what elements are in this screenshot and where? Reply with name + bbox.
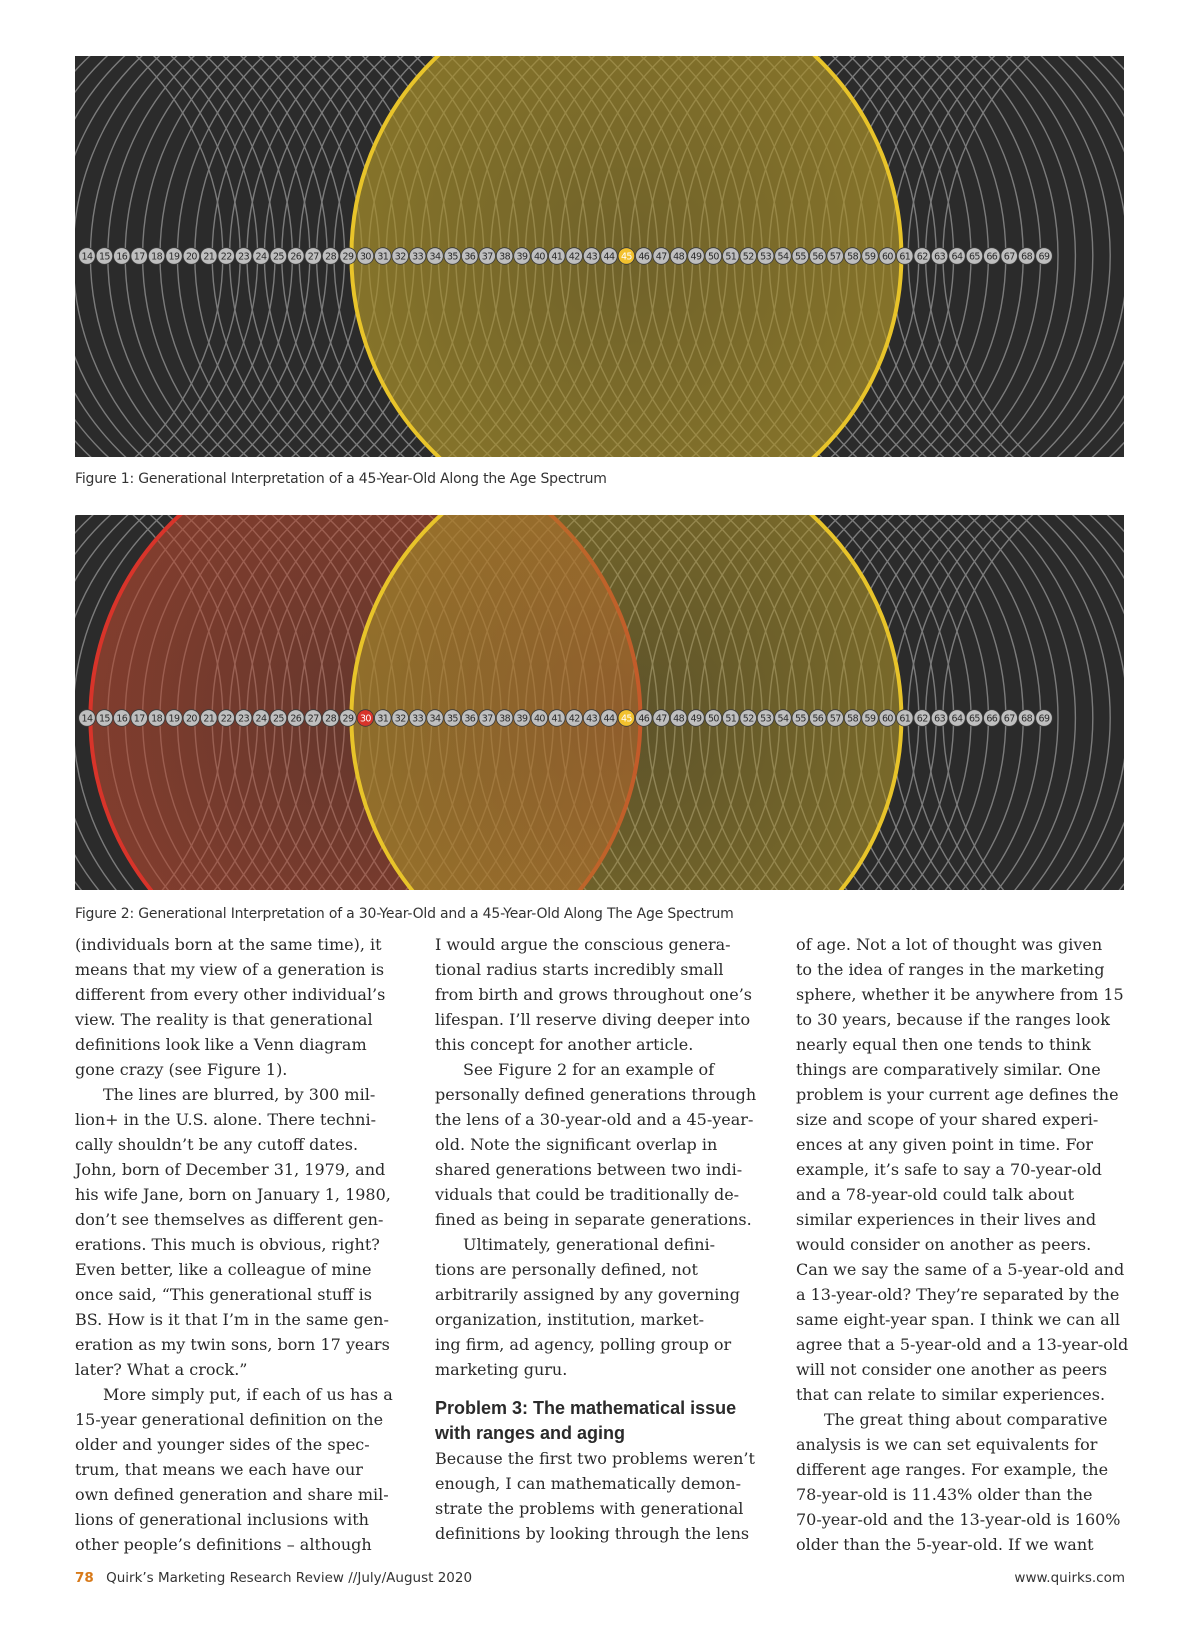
article-column-3 [796,932,1128,1557]
age-label: 60 [881,251,893,263]
age-label: 21 [203,713,215,725]
age-label: 23 [238,251,250,263]
text-line: 15-year generational definition on the [75,1410,384,1429]
age-label: 18 [151,251,163,263]
text-line: BS. How is it that I’m in the same gen- [75,1310,389,1329]
age-label: 17 [133,713,145,725]
age-label: 59 [864,251,876,263]
age-label: 25 [272,713,284,725]
figure-2-age-spectrum [75,515,1124,890]
age-label: 38 [499,251,511,263]
age-label: 66 [986,713,998,725]
age-label: 19 [168,713,180,725]
text-line: fined as being in separate generations. [435,1210,752,1229]
age-label: 15 [98,251,110,263]
age-label: 23 [238,713,250,725]
age-label: 33 [412,713,424,725]
paragraph-gap [435,1382,775,1396]
age-label: 55 [794,251,806,263]
age-label: 29 [342,251,354,263]
figure-1-graphic [75,56,1124,457]
age-label: 26 [290,713,302,725]
age-label: 22 [220,251,232,263]
text-line: would consider on another as peers. [796,1235,1092,1254]
text-line: of age. Not a lot of thought was given [796,935,1103,954]
text-line: erations. This much is obvious, right? [75,1235,380,1254]
age-label: 64 [951,251,963,263]
age-label: 54 [777,713,789,725]
text-line: analysis is we can set equivalents for [796,1435,1098,1454]
text-line: ences at any given point in time. For [796,1135,1093,1154]
text-line: don’t see themselves as different gen- [75,1210,384,1229]
text-line: More simply put, if each of us has a [103,1385,393,1404]
age-label: 37 [481,713,493,725]
age-label: 56 [812,713,824,725]
age-label: 40 [533,713,545,725]
text-line: lions of generational inclusions with [75,1510,369,1529]
age-label: 33 [412,251,424,263]
text-line: viduals that could be traditionally de- [435,1185,740,1204]
age-label: 42 [568,713,580,725]
text-line: size and scope of your shared experi- [796,1110,1099,1129]
text-line: that can relate to similar experiences. [796,1385,1106,1404]
age-label: 44 [603,713,615,725]
age-label: 48 [673,251,685,263]
text-line: cally shouldn’t be any cutoff dates. [75,1135,359,1154]
text-line: arbitrarily assigned by any governing [435,1285,740,1304]
text-line: to the idea of ranges in the marketing [796,960,1105,979]
age-label: 69 [1038,251,1050,263]
age-label: 36 [464,713,476,725]
text-line: older and younger sides of the spec- [75,1435,370,1454]
text-line: enough, I can mathematically demon- [435,1474,741,1493]
age-label: 32 [394,251,406,263]
text-line: tional radius starts incredibly small [435,960,724,979]
age-label: 42 [568,251,580,263]
age-label: 68 [1021,713,1033,725]
age-label: 52 [742,713,754,725]
text-line: I would argue the conscious genera- [435,935,731,954]
age-label: 27 [307,251,319,263]
age-label: 16 [116,713,128,725]
text-line: The lines are blurred, by 300 mil- [103,1085,376,1104]
text-line: trum, that means we each have our [75,1460,363,1479]
age-label: 50 [707,713,719,725]
age-label: 31 [377,713,389,725]
text-line: agree that a 5-year-old and a 13-year-old [796,1335,1129,1354]
age-label: 63 [934,251,946,263]
age-label: 27 [307,713,319,725]
text-line: view. The reality is that generational [75,1010,373,1029]
text-line: shared generations between two indi- [435,1160,743,1179]
age-label: 26 [290,251,302,263]
text-line: from birth and grows throughout one’s [435,985,752,1004]
age-label: 61 [899,713,911,725]
text-line: eration as my twin sons, born 17 years [75,1335,390,1354]
text-line: similar experiences in their lives and [796,1210,1097,1229]
text-line: organization, institution, market- [435,1310,705,1329]
section-subhead: with ranges and aging [435,1423,626,1443]
age-label: 61 [899,251,911,263]
age-label: 47 [655,251,667,263]
age-label: 46 [638,251,650,263]
age-label: 20 [185,713,197,725]
age-label: 48 [673,713,685,725]
text-line: once said, “This generational stuff is [75,1285,372,1304]
text-line: marketing guru. [435,1360,568,1379]
age-label: 32 [394,713,406,725]
age-label: 30 [359,713,371,725]
text-line: personally defined generations through [435,1085,757,1104]
age-label: 25 [272,251,284,263]
age-label: 45 [620,251,632,263]
age-label: 52 [742,251,754,263]
age-label: 14 [81,713,93,725]
text-line: different from every other individual’s [75,985,386,1004]
age-label: 19 [168,251,180,263]
text-line: this concept for another article. [435,1035,694,1054]
age-label: 14 [81,251,93,263]
age-label: 65 [968,251,980,263]
text-line: ing firm, ad agency, polling group or [435,1335,732,1354]
age-label: 67 [1003,713,1015,725]
text-line: nearly equal then one tends to think [796,1035,1091,1054]
text-line: definitions look like a Venn diagram [75,1035,367,1054]
text-line: means that my view of a generation is [75,960,385,979]
age-label: 34 [429,251,441,263]
age-label: 35 [446,251,458,263]
age-label: 53 [760,713,772,725]
age-label: 58 [847,713,859,725]
age-label: 17 [133,251,145,263]
age-label: 60 [881,713,893,725]
age-label: 55 [794,713,806,725]
age-label: 63 [934,713,946,725]
figure-2-graphic [75,515,1124,890]
text-line: 78-year-old is 11.43% older than the [796,1485,1093,1504]
text-line: his wife Jane, born on January 1, 1980, [75,1185,391,1204]
age-label: 54 [777,251,789,263]
text-line: example, it’s safe to say a 70-year-old [796,1160,1102,1179]
age-label: 49 [690,251,702,263]
age-label: 18 [151,713,163,725]
age-label: 57 [829,713,841,725]
text-line: to 30 years, because if the ranges look [796,1010,1110,1029]
text-line: different age ranges. For example, the [796,1460,1109,1479]
age-label: 56 [812,251,824,263]
figure-1-caption: Figure 1: Generational Interpretation of a 45-Year-Old Along the Age Spectrum [75,471,607,487]
age-label: 22 [220,713,232,725]
text-line: later? What a crock.” [75,1360,248,1379]
age-label: 49 [690,713,702,725]
text-line: old. Note the significant overlap in [435,1135,718,1154]
text-line: Because the first two problems weren’t [435,1449,755,1468]
age-label: 16 [116,251,128,263]
text-line: will not consider one another as peers [796,1360,1108,1379]
text-line: John, born of December 31, 1979, and [75,1160,386,1179]
age-label: 45 [620,713,632,725]
age-label: 36 [464,251,476,263]
publication-name: Quirk’s Marketing Research Review //July/August 2020 [106,1570,473,1586]
age-label: 44 [603,251,615,263]
text-line: Can we say the same of a 5-year-old and [796,1260,1125,1279]
age-label: 68 [1021,251,1033,263]
age-label: 35 [446,713,458,725]
text-line: older than the 5-year-old. If we want [796,1535,1094,1554]
age-label: 29 [342,713,354,725]
age-label: 53 [760,251,772,263]
age-label: 46 [638,713,650,725]
text-line: lifespan. I’ll reserve diving deeper into [435,1010,751,1029]
text-line: things are comparatively similar. One [796,1060,1101,1079]
text-line: own defined generation and share mil- [75,1485,389,1504]
age-label: 28 [325,713,337,725]
age-label: 51 [725,251,737,263]
text-line: Ultimately, generational defini- [463,1235,716,1254]
page-number: 78 [75,1570,94,1586]
text-line: 70-year-old and the 13-year-old is 160% [796,1510,1121,1529]
age-label: 41 [551,713,563,725]
generation-range-45 [351,515,901,890]
age-label: 28 [325,251,337,263]
age-label: 62 [916,713,928,725]
text-line: See Figure 2 for an example of [463,1060,715,1079]
age-label: 43 [586,251,598,263]
age-label: 50 [707,251,719,263]
text-line: gone crazy (see Figure 1). [75,1060,288,1079]
text-line: other people’s definitions – although [75,1535,372,1554]
age-label: 67 [1003,251,1015,263]
text-line: a 13-year-old? They’re separated by the [796,1285,1120,1304]
text-line: sphere, whether it be anywhere from 15 [796,985,1124,1004]
age-label: 39 [516,713,528,725]
age-label: 43 [586,713,598,725]
website-url: www.quirks.com [1014,1570,1125,1586]
age-label: 57 [829,251,841,263]
text-line: problem is your current age defines the [796,1085,1119,1104]
age-label: 24 [255,251,267,263]
age-label: 40 [533,251,545,263]
text-line: (individuals born at the same time), it [75,935,382,954]
age-label: 30 [359,251,371,263]
text-line: and a 78-year-old could talk about [796,1185,1075,1204]
text-line: strate the problems with generational [435,1499,744,1518]
text-line: definitions by looking through the lens [435,1524,750,1543]
age-label: 39 [516,251,528,263]
age-label: 37 [481,251,493,263]
age-label: 20 [185,251,197,263]
age-label: 58 [847,251,859,263]
text-line: lion+ in the U.S. alone. There techni- [75,1110,376,1129]
age-label: 38 [499,713,511,725]
text-line: Even better, like a colleague of mine [75,1260,372,1279]
figure-2-caption: Figure 2: Generational Interpretation of a 30-Year-Old and a 45-Year-Old Along The Age Spectrum [75,906,734,922]
text-line: same eight-year span. I think we can all [796,1310,1120,1329]
age-label: 24 [255,713,267,725]
age-label: 51 [725,713,737,725]
age-label: 64 [951,713,963,725]
section-subhead: Problem 3: The mathematical issue [435,1398,737,1418]
age-label: 41 [551,251,563,263]
article-column-2 [435,932,775,1546]
age-label: 69 [1038,713,1050,725]
age-label: 59 [864,713,876,725]
text-line: The great thing about comparative [824,1410,1108,1429]
age-label: 65 [968,713,980,725]
text-line: tions are personally defined, not [435,1260,698,1279]
age-label: 62 [916,251,928,263]
age-label: 34 [429,713,441,725]
page-footer [75,1570,1125,1592]
age-label: 66 [986,251,998,263]
article-column-1 [75,932,415,1557]
text-line: the lens of a 30-year-old and a 45-year- [435,1110,754,1129]
age-label: 15 [98,713,110,725]
figure-1-age-spectrum [75,56,1124,457]
age-label: 47 [655,713,667,725]
age-label: 31 [377,251,389,263]
age-label: 21 [203,251,215,263]
